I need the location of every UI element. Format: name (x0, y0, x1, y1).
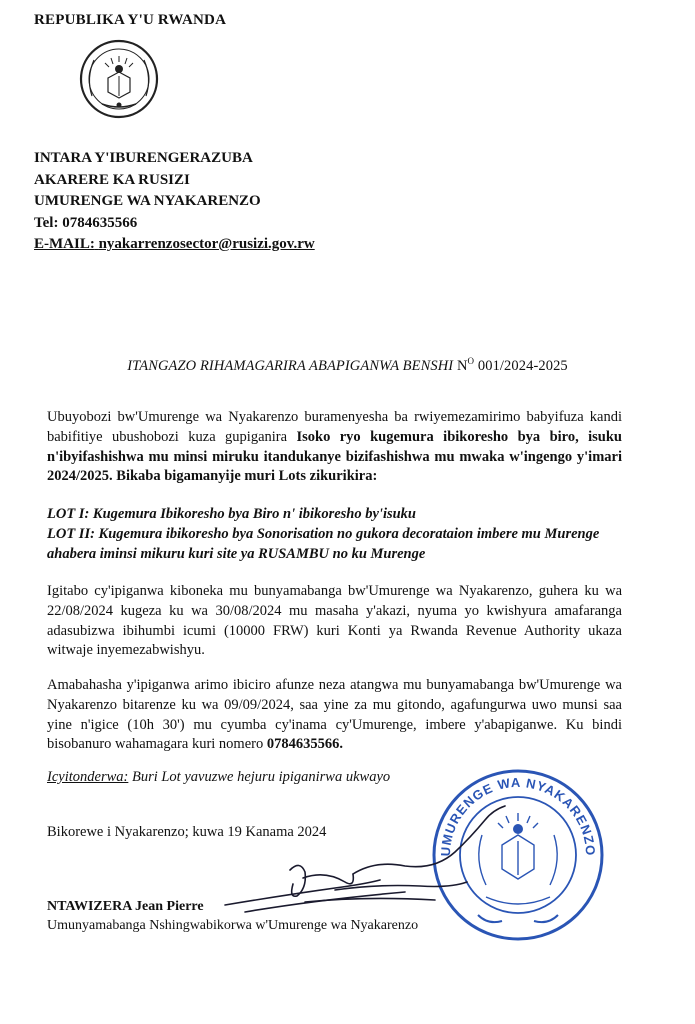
note-text: Buri Lot yavuzwe hejuru ipiganirwa ukwayo (128, 769, 391, 785)
address-province: INTARA Y'IBURENGERAZUBA (34, 150, 253, 166)
notice-title (0, 356, 695, 375)
date-line: Bikorewe i Nyakarenzo; kuwa 19 Kanama 2024 (47, 824, 327, 840)
lot-2: LOT II: Kugemura ibikoresho bya Sonorisation no gukora decorataion imbere mu Murenge ahabera iminsi mikuru kuri site ya RUSAMBU no ku Murenge (47, 525, 600, 562)
title-number: $N^O$ 001/2024-2025 (456, 356, 568, 374)
signer-title: Umunyamabanga Nshingwabikorwa w'Umurenge wa Nyakarenzo (47, 918, 419, 933)
rwanda-emblem-icon (78, 38, 160, 120)
title-text: ITANGAZO RIHAMAGARIRA ABAPIGANWA BENSHI (127, 357, 454, 374)
svg-text:UMURENGE WA NYAKARENZO: UMURENGE WA NYAKARENZO (437, 774, 599, 857)
lot-1: LOT I: Kugemura Ibikoresho bya Biro n' ibikoresho by'isuku (47, 506, 416, 522)
paragraph-tender-document: Igitabo cy'ipiganwa kiboneka mu bunyamabanga bw'Umurenge wa Nyakarenzo, guhera ku wa 22/08/2024 kugeza ku wa 30/08/2024 mu masaha y'akazi, nyuma yo kwishyura amafaranga adasubizwa ibihumbi icumi (10000 FRW) kuri Konti ya Rwanda Revenue Authority ukaza witwaje inyemezabwishyu. (47, 583, 622, 659)
address-phone: Tel: 0784635566 (34, 214, 138, 231)
intro-text: Ubuyobozi bw'Umurenge wa Nyakarenzo buramenyesha ba rwiyemezamirimo babyifuza kandi babifitiye ubushobozi kuza gupiganira (47, 409, 622, 445)
submission-text: Amabahasha y'ipiganwa arimo ibiciro afunze neza atangwa mu bunyamabanga bw'Umurenge wa Nyakarenzo bitarenze ku wa 09/09/2024, saa yine za mu gitondo, agafungurwa uwo munsi saa yine n'igice (10h 30') mu cyumba cy'inama cy'Umurenge, imbere y'abapiganwe. Ku bindi bisobanuro wahamagara kuri nomero (47, 677, 622, 753)
email-value[interactable]: nyakarrenzosector@rusizi.gov.rw (98, 236, 315, 252)
contact-phone: 0784635566. (266, 736, 343, 753)
address-block (34, 148, 315, 256)
intro-bold: Isoko ryo kugemura ibikoresho bya biro, isuku n'ibyifashishwa mu minsi miruku itandukanye bizifashishwa mu mwaka w'ingengo y'imari 2024/2025. Bikaba bigamanyije muri Lots zikurikira: (47, 428, 622, 485)
paragraph-intro (47, 408, 622, 487)
signer-block (47, 897, 418, 935)
address-district: AKARERE KA RUSIZI (34, 171, 190, 188)
lots-list (47, 505, 622, 564)
country-heading: REPUBLIKA Y'U RWANDA (34, 12, 227, 28)
signer-name: NTAWIZERA Jean Pierre (47, 899, 204, 914)
address-sector: UMURENGE WA NYAKARENZO (34, 193, 261, 209)
paragraph-submission (47, 676, 622, 755)
note-label: Icyitonderwa: (47, 769, 129, 785)
email-label: E-MAIL: (34, 236, 95, 252)
address-email (34, 234, 315, 256)
